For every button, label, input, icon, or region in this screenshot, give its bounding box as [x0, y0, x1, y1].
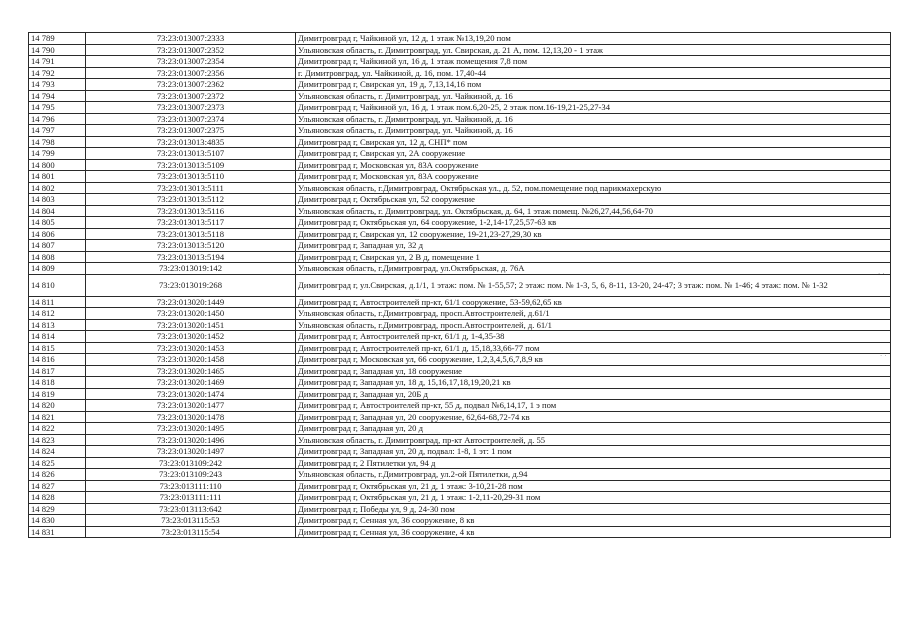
- row-number-cell: 14 791: [29, 56, 86, 68]
- row-number-cell: 14 821: [29, 411, 86, 423]
- address-cell: Димитровград г, Западная ул, 20Б д: [296, 388, 891, 400]
- cadastral-number-cell: 73:23:013013:5111: [86, 182, 296, 194]
- address-cell: Димитровград г, Московская ул, 83А сооружение: [296, 159, 891, 171]
- address-cell: Димитровград г, Западная ул, 18 сооружение: [296, 365, 891, 377]
- address-cell: Димитровград г, Победы ул, 9 д, 24-30 пом: [296, 503, 891, 515]
- row-number-cell: 14 811: [29, 296, 86, 308]
- cadastral-number-cell: 73:23:013007:2374: [86, 113, 296, 125]
- address-cell: Ульяновская область, г.Димитровград, Октябрьская ул., д. 52, пом.помещение под парикмахерскую: [296, 182, 891, 194]
- row-number-cell: 14 797: [29, 125, 86, 137]
- address-cell: Димитровград г, Западная ул, 18 д, 15,16,17,18,19,20,21 кв: [296, 377, 891, 389]
- scan-speck: · ·: [880, 352, 887, 360]
- address-cell: Ульяновская область, г. Димитровград, ул. Чайкиной, д. 16: [296, 113, 891, 125]
- table-row: [29, 388, 891, 400]
- row-number-cell: 14 795: [29, 102, 86, 114]
- address-cell: Димитровград г, Чайкиной ул, 16 д, 1 этаж помещения 7,8 пом: [296, 56, 891, 68]
- table-row: [29, 469, 891, 481]
- cadastral-number-cell: 73:23:013111:110: [86, 480, 296, 492]
- cadastral-number-cell: 73:23:013020:1474: [86, 388, 296, 400]
- cadastral-number-cell: 73:23:013109:242: [86, 457, 296, 469]
- row-number-cell: 14 827: [29, 480, 86, 492]
- table-row: [29, 308, 891, 320]
- row-number-cell: 14 830: [29, 515, 86, 527]
- row-number-cell: 14 805: [29, 217, 86, 229]
- cadastral-number-cell: 73:23:013007:2375: [86, 125, 296, 137]
- address-cell: Димитровград г, Автостроителей пр-кт, 55 д, подвал №6,14,17, 1 э пом: [296, 400, 891, 412]
- row-number-cell: 14 810: [29, 274, 86, 296]
- address-cell: Димитровград г, ул.Свирская, д.1/1, 1 этаж: пом. № 1-55,57; 2 этаж: пом. № 1-3, 5, 6, 8-11, 13-20, 24-47; 3 этаж: пом. № 1-46; 4 этаж: пом. № 1-32: [296, 274, 891, 296]
- address-cell: Ульяновская область, г. Димитровград, ул. Чайкиной, д. 16: [296, 125, 891, 137]
- row-number-cell: 14 831: [29, 526, 86, 538]
- cadastral-number-cell: 73:23:013115:54: [86, 526, 296, 538]
- table-row: [29, 503, 891, 515]
- address-cell: Димитровград г, Московская ул, 83А сооружение: [296, 171, 891, 183]
- cadastral-number-cell: 73:23:013007:2333: [86, 33, 296, 45]
- row-number-cell: 14 823: [29, 434, 86, 446]
- table-row: [29, 296, 891, 308]
- table-row: [29, 125, 891, 137]
- cadastral-number-cell: 73:23:013013:5116: [86, 205, 296, 217]
- table-row: [29, 400, 891, 412]
- cadastral-number-cell: 73:23:013020:1469: [86, 377, 296, 389]
- row-number-cell: 14 819: [29, 388, 86, 400]
- address-cell: Димитровград г, Сенная ул, 36 сооружение, 4 кв: [296, 526, 891, 538]
- cadastral-number-cell: 73:23:013020:1453: [86, 342, 296, 354]
- row-number-cell: 14 829: [29, 503, 86, 515]
- cadastral-number-cell: 73:23:013020:1478: [86, 411, 296, 423]
- table-row: [29, 33, 891, 45]
- cadastral-number-cell: 73:23:013007:2352: [86, 44, 296, 56]
- row-number-cell: 14 820: [29, 400, 86, 412]
- address-cell: Ульяновская область, г. Димитровград, ул. Свирская, д. 21 А, пом. 12,13,20 - 1 этаж: [296, 44, 891, 56]
- cadastral-number-cell: 73:23:013007:2354: [86, 56, 296, 68]
- address-cell: Димитровград г, Западная ул, 20 д: [296, 423, 891, 435]
- cadastral-number-cell: 73:23:013013:5110: [86, 171, 296, 183]
- row-number-cell: 14 804: [29, 205, 86, 217]
- row-number-cell: 14 792: [29, 67, 86, 79]
- row-number-cell: 14 799: [29, 148, 86, 160]
- row-number-cell: 14 800: [29, 159, 86, 171]
- cadastral-number-cell: 73:23:013020:1497: [86, 446, 296, 458]
- address-cell: Димитровград г, 2 Пятилетки ул, 94 д: [296, 457, 891, 469]
- address-cell: Димитровград г, Автостроителей пр-кт, 61/1 сооружение, 53-59,62,65 кв: [296, 296, 891, 308]
- cadastral-number-cell: 73:23:013013:5194: [86, 251, 296, 263]
- table-row: [29, 365, 891, 377]
- cadastral-number-cell: 73:23:013013:5109: [86, 159, 296, 171]
- address-cell: Димитровград г, Западная ул, 20 сооружение, 62,64-68,72-74 кв: [296, 411, 891, 423]
- table-row: [29, 251, 891, 263]
- address-cell: г. Димитровград, ул. Чайкиной, д. 16, пом. 17,40-44: [296, 67, 891, 79]
- address-cell: Ульяновская область, г.Димитровград, ул.2-ой Пятилетки, д.94: [296, 469, 891, 481]
- cadastral-number-cell: 73:23:013013:5107: [86, 148, 296, 160]
- address-cell: Димитровград г, Октябрьская ул, 64 сооружение, 1-2,14-17,25,57-63 кв: [296, 217, 891, 229]
- cadastral-number-cell: 73:23:013020:1452: [86, 331, 296, 343]
- table-row: [29, 480, 891, 492]
- address-cell: Димитровград г, Западная ул, 32 д: [296, 240, 891, 252]
- address-cell: Димитровград г, Октябрьская ул, 52 сооружение: [296, 194, 891, 206]
- row-number-cell: 14 794: [29, 90, 86, 102]
- address-cell: Ульяновская область, г. Димитровград, ул. Октябрьская, д. 64, 1 этаж помещ. №26,27,44,56,64-70: [296, 205, 891, 217]
- row-number-cell: 14 801: [29, 171, 86, 183]
- cadastral-number-cell: 73:23:013020:1451: [86, 319, 296, 331]
- row-number-cell: 14 806: [29, 228, 86, 240]
- table-row: [29, 171, 891, 183]
- address-cell: Ульяновская область, г.Димитровград, просп.Автостроителей, д.61/1: [296, 308, 891, 320]
- table-row: [29, 411, 891, 423]
- cadastral-number-cell: 73:23:013020:1458: [86, 354, 296, 366]
- table-row: [29, 457, 891, 469]
- address-cell: Димитровград г, Свирская ул, 2 В д, помещение 1: [296, 251, 891, 263]
- cadastral-number-cell: 73:23:013013:5117: [86, 217, 296, 229]
- table-row: [29, 217, 891, 229]
- cadastral-number-cell: 73:23:013007:2356: [86, 67, 296, 79]
- table-row: [29, 136, 891, 148]
- cadastral-number-cell: 73:23:013019:142: [86, 263, 296, 275]
- row-number-cell: 14 815: [29, 342, 86, 354]
- row-number-cell: 14 790: [29, 44, 86, 56]
- row-number-cell: 14 796: [29, 113, 86, 125]
- address-cell: Ульяновская область, г.Димитровград, ул.Октябрьская, д. 76А: [296, 263, 891, 275]
- cadastral-number-cell: 73:23:013020:1496: [86, 434, 296, 446]
- row-number-cell: 14 793: [29, 79, 86, 91]
- cadastral-number-cell: 73:23:013020:1450: [86, 308, 296, 320]
- registry-rows: [29, 33, 891, 538]
- address-cell: Димитровград г, Сенная ул, 36 сооружение, 8 кв: [296, 515, 891, 527]
- cadastral-number-cell: 73:23:013019:268: [86, 274, 296, 296]
- row-number-cell: 14 824: [29, 446, 86, 458]
- scan-speck: · ·: [878, 270, 885, 278]
- row-number-cell: 14 807: [29, 240, 86, 252]
- address-cell: Ульяновская область, г. Димитровград, ул. Чайкиной, д. 16: [296, 90, 891, 102]
- table-row: [29, 102, 891, 114]
- table-row: [29, 319, 891, 331]
- registry-table: [28, 32, 891, 538]
- address-cell: Димитровград г, Автостроителей пр-кт, 61/1 д, 1-4,35-38: [296, 331, 891, 343]
- address-cell: Димитровград г, Свирская ул, 2А сооружение: [296, 148, 891, 160]
- cadastral-number-cell: 73:23:013020:1449: [86, 296, 296, 308]
- table-row: [29, 434, 891, 446]
- cadastral-number-cell: 73:23:013020:1465: [86, 365, 296, 377]
- address-cell: Ульяновская область, г.Димитровград, просп.Автостроителей, д. 61/1: [296, 319, 891, 331]
- cadastral-number-cell: 73:23:013020:1477: [86, 400, 296, 412]
- row-number-cell: 14 818: [29, 377, 86, 389]
- table-row: [29, 205, 891, 217]
- row-number-cell: 14 814: [29, 331, 86, 343]
- table-row: [29, 67, 891, 79]
- table-row: [29, 331, 891, 343]
- table-row: [29, 354, 891, 366]
- row-number-cell: 14 802: [29, 182, 86, 194]
- row-number-cell: 14 822: [29, 423, 86, 435]
- table-row: [29, 423, 891, 435]
- table-row: [29, 240, 891, 252]
- table-row: [29, 228, 891, 240]
- cadastral-number-cell: 73:23:013013:5112: [86, 194, 296, 206]
- table-row: [29, 56, 891, 68]
- address-cell: Димитровград г, Чайкиной ул, 12 д, 1 этаж №13,19,20 пом: [296, 33, 891, 45]
- address-cell: Димитровград г, Автостроителей пр-кт, 61/1 д, 15,18,33,66-77 пом: [296, 342, 891, 354]
- table-row: [29, 342, 891, 354]
- address-cell: Димитровград г, Московская ул, 66 сооружение, 1,2,3,4,5,6,7,8,9 кв: [296, 354, 891, 366]
- address-cell: Ульяновская область, г. Димитровград, пр-кт Автостроителей, д. 55: [296, 434, 891, 446]
- row-number-cell: 14 826: [29, 469, 86, 481]
- cadastral-number-cell: 73:23:013013:5120: [86, 240, 296, 252]
- address-cell: Димитровград г, Свирская ул, 12 сооружение, 19-21,23-27,29,30 кв: [296, 228, 891, 240]
- row-number-cell: 14 813: [29, 319, 86, 331]
- cadastral-number-cell: 73:23:013109:243: [86, 469, 296, 481]
- address-cell: Димитровград г, Свирская ул, 19 д, 7,13,14,16 пом: [296, 79, 891, 91]
- row-number-cell: 14 809: [29, 263, 86, 275]
- table-row: [29, 79, 891, 91]
- table-row: [29, 274, 891, 296]
- cadastral-number-cell: 73:23:013115:53: [86, 515, 296, 527]
- row-number-cell: 14 828: [29, 492, 86, 504]
- row-number-cell: 14 812: [29, 308, 86, 320]
- table-row: [29, 446, 891, 458]
- address-cell: Димитровград г, Чайкиной ул, 16 д, 1 этаж пом.6,20-25, 2 этаж пом.16-19,21-25,27-34: [296, 102, 891, 114]
- row-number-cell: 14 803: [29, 194, 86, 206]
- table-row: [29, 44, 891, 56]
- row-number-cell: 14 808: [29, 251, 86, 263]
- cadastral-number-cell: 73:23:013111:111: [86, 492, 296, 504]
- cadastral-number-cell: 73:23:013013:4835: [86, 136, 296, 148]
- table-row: [29, 377, 891, 389]
- table-row: [29, 159, 891, 171]
- cadastral-number-cell: 73:23:013007:2362: [86, 79, 296, 91]
- table-row: [29, 492, 891, 504]
- table-row: [29, 90, 891, 102]
- address-cell: Димитровград г, Свирская ул, 12 д, СНП* пом: [296, 136, 891, 148]
- address-cell: Димитровград г, Октябрьская ул, 21 д, 1 этаж: 1-2,11-20,29-31 пом: [296, 492, 891, 504]
- address-cell: Димитровград г, Западная ул, 20 д, подвал: 1-8, 1 эт: 1 пом: [296, 446, 891, 458]
- row-number-cell: 14 817: [29, 365, 86, 377]
- table-row: [29, 194, 891, 206]
- cadastral-number-cell: 73:23:013007:2372: [86, 90, 296, 102]
- row-number-cell: 14 789: [29, 33, 86, 45]
- table-row: [29, 263, 891, 275]
- table-row: [29, 515, 891, 527]
- table-row: [29, 113, 891, 125]
- row-number-cell: 14 825: [29, 457, 86, 469]
- row-number-cell: 14 816: [29, 354, 86, 366]
- cadastral-number-cell: 73:23:013020:1495: [86, 423, 296, 435]
- table-row: [29, 526, 891, 538]
- cadastral-number-cell: 73:23:013013:5118: [86, 228, 296, 240]
- address-cell: Димитровград г, Октябрьская ул, 21 д, 1 этаж: 3-10,21-28 пом: [296, 480, 891, 492]
- row-number-cell: 14 798: [29, 136, 86, 148]
- table-row: [29, 148, 891, 160]
- cadastral-number-cell: 73:23:013113:642: [86, 503, 296, 515]
- table-row: [29, 182, 891, 194]
- cadastral-number-cell: 73:23:013007:2373: [86, 102, 296, 114]
